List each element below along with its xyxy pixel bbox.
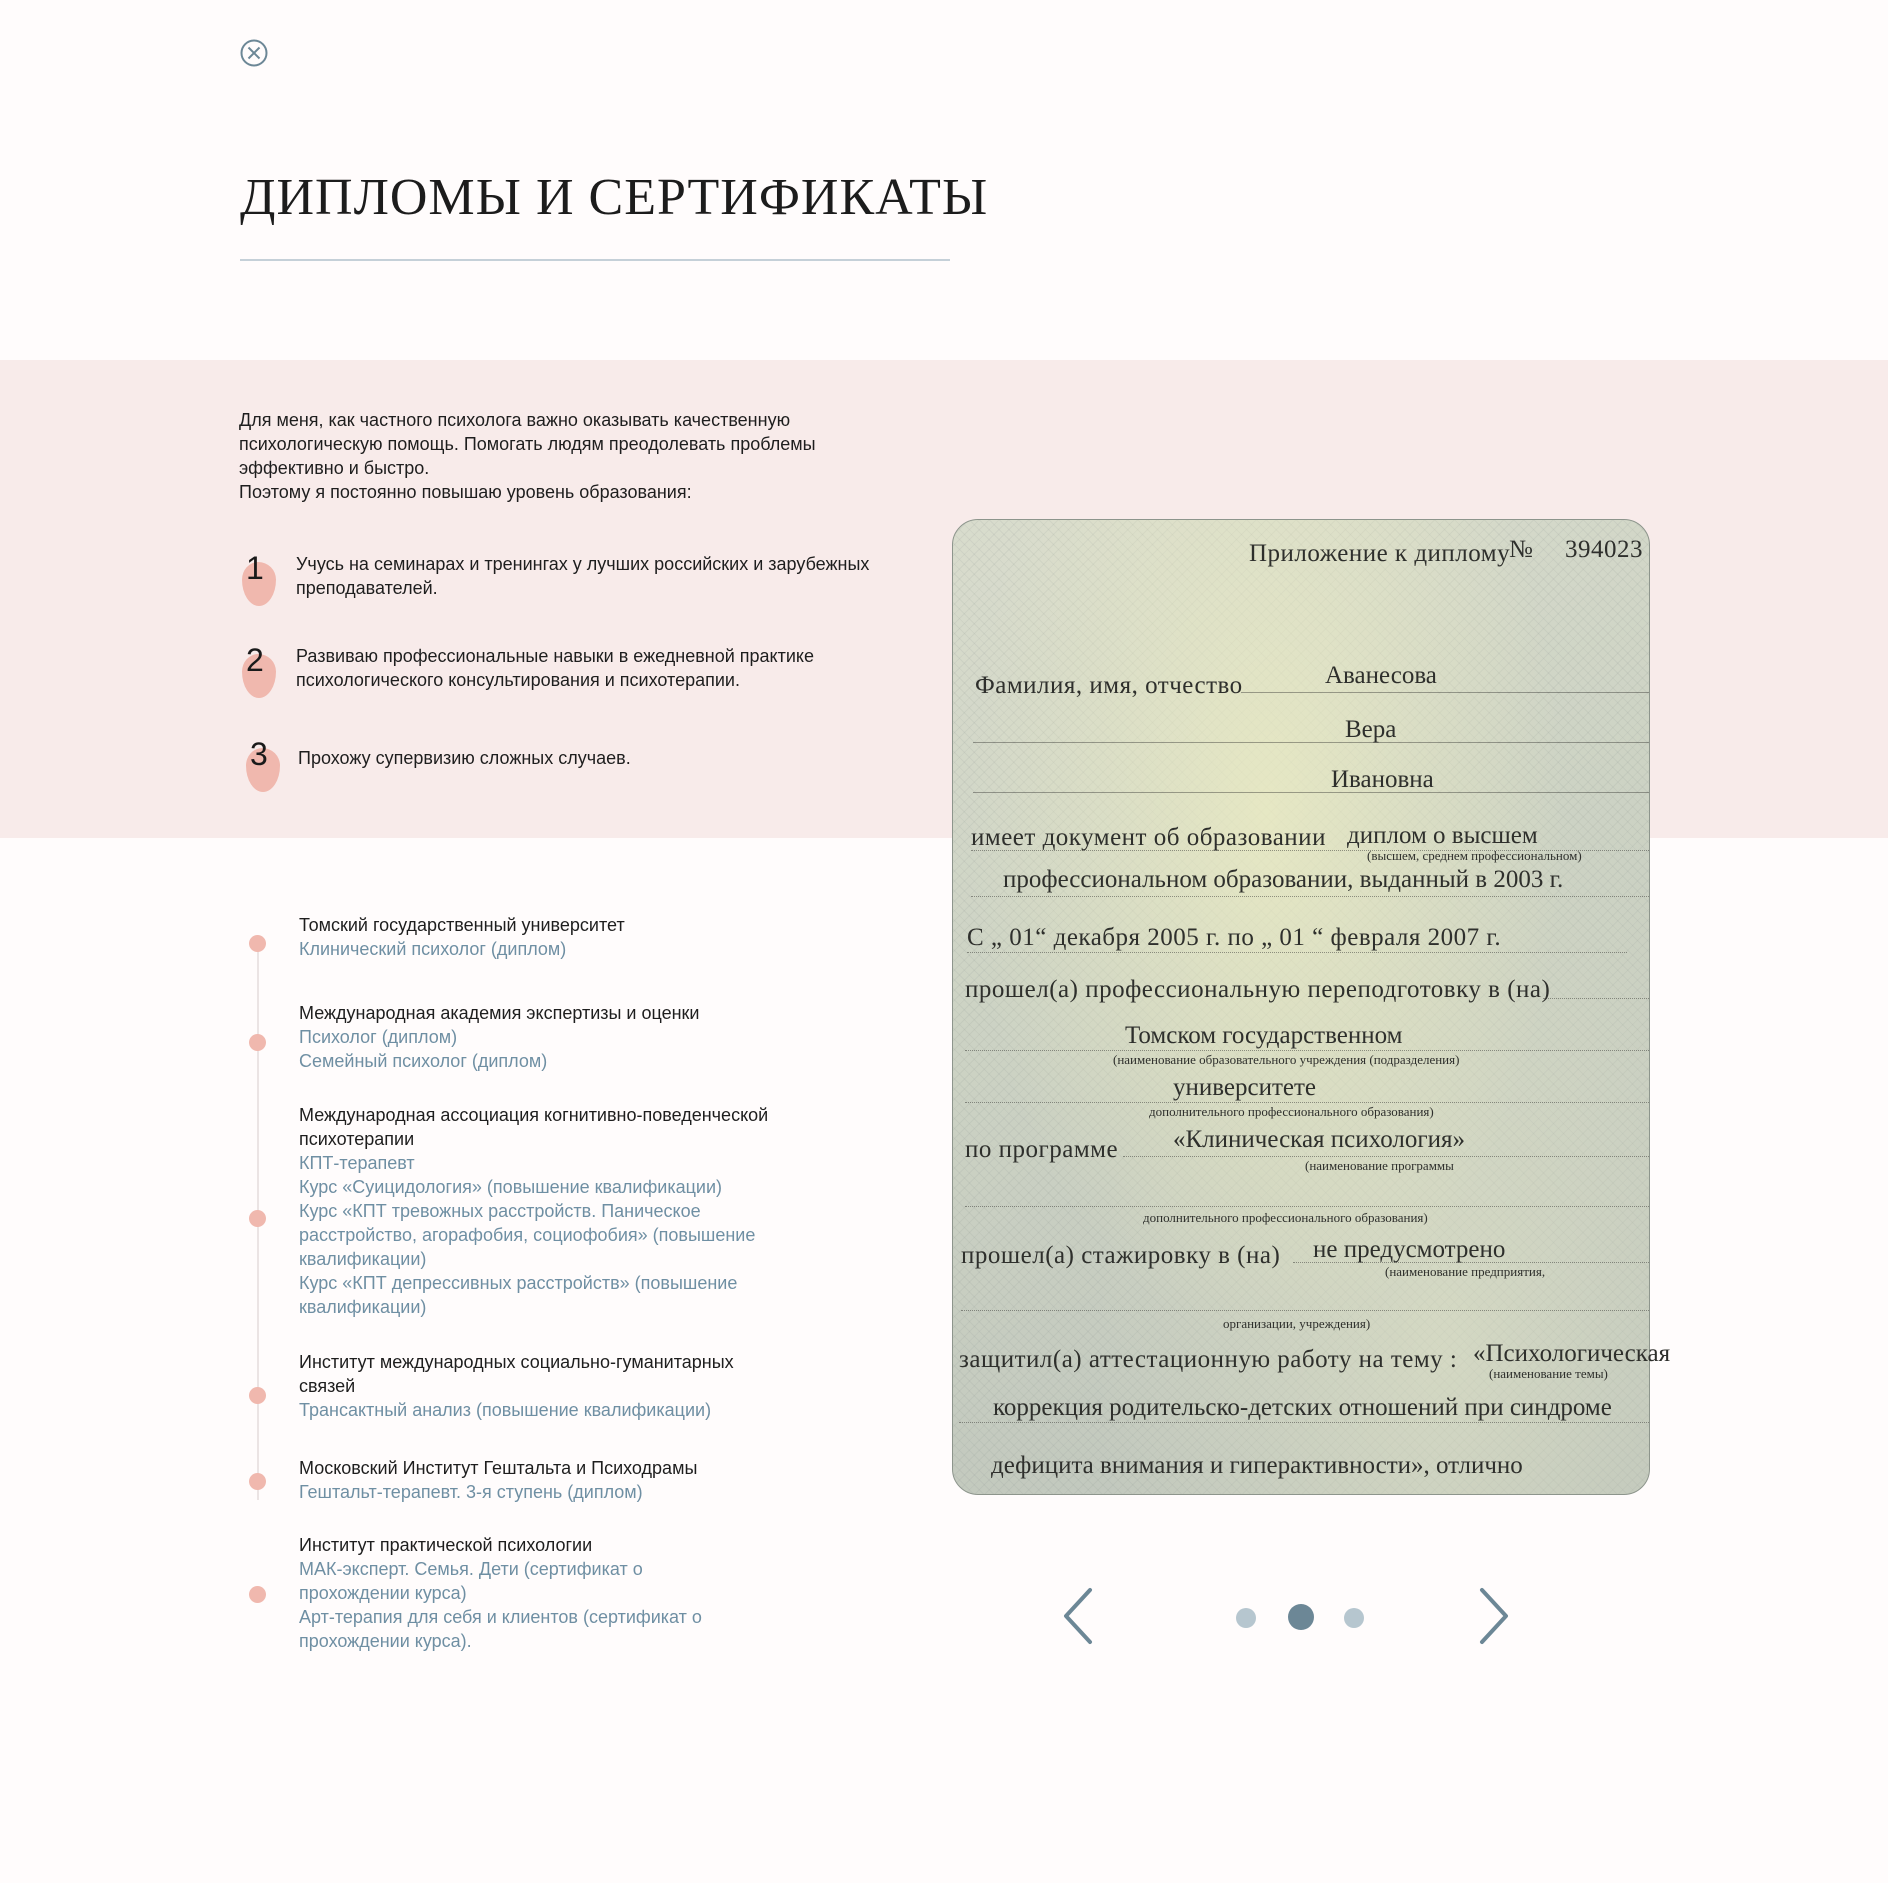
timeline-dot — [249, 1387, 266, 1404]
doc-period: С „ 01“ декабря 2005 г. по „ 01 “ февраля 2007 г. — [967, 924, 1502, 951]
doc-has-doc-label: имеет документ об образовании — [971, 824, 1326, 851]
doc-dotted-rule — [965, 1102, 1649, 1103]
timeline-dot — [249, 935, 266, 952]
timeline-body — [299, 1103, 769, 1319]
timeline-body — [299, 1456, 799, 1504]
doc-hint: дополнительного профессионального образования) — [1143, 1210, 1428, 1225]
timeline-dot — [249, 1210, 266, 1227]
institution-name: Международная академия экспертизы и оценки — [299, 1003, 700, 1023]
doc-dotted-rule — [971, 850, 1649, 851]
doc-thesis-value: «Психологическая — [1473, 1340, 1671, 1367]
slider-dot[interactable] — [1344, 1608, 1364, 1628]
step-number: 1 — [246, 550, 264, 586]
doc-rule — [973, 742, 1649, 743]
institution-name: Томский государственный университет — [299, 915, 625, 935]
step-number-badge — [240, 550, 284, 610]
doc-has-doc-value: диплом о высшем — [1347, 822, 1538, 849]
step-number-badge — [240, 736, 284, 796]
qualification: Трансактный анализ (повышение квалификации) — [299, 1400, 712, 1420]
timeline-dot — [249, 1473, 266, 1490]
qualification: МАК-эксперт. Семья. Дети (сертификат о прохождении курса) — [299, 1559, 643, 1603]
slider-dot-active[interactable] — [1288, 1604, 1314, 1630]
intro-paragraph: Для меня, как частного психолога важно оказывать качественную психологическую помощь. Помогать людям преодолевать проблемы эффективно и быстро. — [239, 410, 816, 478]
doc-fio-label: Фамилия, имя, отчество — [975, 672, 1243, 699]
qualification: Арт-терапия для себя и клиентов (сертификат о прохождении курса). — [299, 1607, 702, 1651]
doc-surname: Аванесова — [1325, 662, 1437, 689]
chevron-left-icon — [1060, 1586, 1100, 1646]
chevron-right-icon — [1472, 1586, 1512, 1646]
doc-has-doc-value2: профессиональном образовании, выданный в 2003 г. — [1003, 866, 1564, 893]
doc-institution1: Томском государственном — [1125, 1022, 1403, 1049]
doc-hint: (высшем, среднем профессиональном) — [1367, 848, 1582, 863]
doc-hint: (наименование образовательного учреждения (подразделения) — [1113, 1052, 1460, 1067]
step-text: Прохожу супервизию сложных случаев. — [298, 748, 631, 768]
close-circle-icon — [239, 38, 269, 68]
doc-hint: дополнительного профессионального образования) — [1149, 1104, 1434, 1119]
timeline-body — [299, 1001, 799, 1073]
doc-dotted-rule — [971, 896, 1649, 897]
timeline-body — [299, 1350, 779, 1422]
doc-institution2: университете — [1173, 1074, 1317, 1101]
doc-dotted-rule — [965, 1050, 1649, 1051]
qualification: Семейный психолог (диплом) — [299, 1051, 548, 1071]
qualification: Курс «Суицидология» (повышение квалификации) — [299, 1177, 723, 1197]
doc-internship-value: не предусмотрено — [1313, 1236, 1506, 1263]
institution-name: Международная ассоциация когнитивно-поведенческой психотерапии — [299, 1105, 769, 1149]
qualification: Психолог (диплом) — [299, 1027, 458, 1047]
doc-hint: (наименование программы — [1305, 1158, 1454, 1173]
institution-name: Московский Институт Гештальта и Психодрамы — [299, 1458, 698, 1478]
qualification: Курс «КПТ депрессивных расстройств» (повышение квалификации) — [299, 1273, 738, 1317]
step-item — [240, 642, 900, 702]
page-title: ДИПЛОМЫ И СЕРТИФИКАТЫ — [240, 169, 989, 226]
doc-name: Вера — [1345, 716, 1397, 743]
prev-slide-button[interactable] — [1060, 1586, 1100, 1646]
doc-dotted-rule — [1293, 1262, 1649, 1263]
qualification: Гештальт-терапевт. 3-я ступень (диплом) — [299, 1482, 643, 1502]
timeline-body — [299, 1533, 739, 1653]
institution-name: Институт международных социально-гуманитарных связей — [299, 1352, 734, 1396]
doc-program-value: «Клиническая психология» — [1173, 1126, 1465, 1153]
slider-dot[interactable] — [1236, 1608, 1256, 1628]
doc-thesis-label: защитил(а) аттестационную работу на тему : — [959, 1346, 1458, 1373]
doc-dotted-rule — [1123, 1156, 1649, 1157]
doc-thesis-value: дефицита внимания и гиперактивности», отлично — [991, 1452, 1523, 1479]
doc-thesis-value: коррекция родительско-детских отношений при синдроме — [993, 1394, 1612, 1421]
step-number: 3 — [250, 736, 268, 772]
step-text: Учусь на семинарах и тренингах у лучших российских и зарубежных преподавателей. — [296, 554, 870, 598]
diploma-image[interactable] — [952, 519, 1671, 1495]
qualification: КПТ-терапевт — [299, 1153, 415, 1173]
doc-dotted-rule — [967, 952, 1627, 953]
step-text: Развиваю профессиональные навыки в ежедневной практике психологического консультирования и психотерапии. — [296, 646, 815, 690]
doc-internship-label: прошел(а) стажировку в (на) — [961, 1242, 1281, 1269]
step-number-badge — [240, 642, 284, 702]
intro-text — [239, 408, 879, 504]
doc-program-label: по программе — [965, 1136, 1119, 1163]
doc-dotted-rule — [959, 1422, 1649, 1423]
slider-navigation — [1060, 1586, 1520, 1646]
qualification: Клинический психолог (диплом) — [299, 939, 567, 959]
intro-paragraph: Поэтому я постоянно повышаю уровень образования: — [239, 482, 692, 502]
doc-hint: организации, учреждения) — [1223, 1316, 1371, 1331]
doc-number-sign: № — [1509, 536, 1534, 563]
doc-hint: (наименование предприятия, — [1385, 1264, 1546, 1279]
close-button[interactable] — [239, 38, 269, 68]
doc-header: Приложение к диплому — [1249, 540, 1511, 567]
next-slide-button[interactable] — [1472, 1586, 1512, 1646]
title-divider — [240, 259, 950, 261]
doc-retrain-label: прошел(а) профессиональную переподготовку в (на) — [965, 976, 1551, 1003]
timeline-dot — [249, 1034, 266, 1051]
step-number: 2 — [246, 642, 264, 678]
doc-dotted-rule — [1543, 998, 1649, 999]
step-item — [240, 736, 900, 796]
doc-hint: (наименование темы) — [1489, 1366, 1608, 1381]
doc-rule — [973, 792, 1649, 793]
doc-patronymic: Ивановна — [1331, 766, 1434, 793]
timeline-body — [299, 913, 799, 961]
doc-rule — [1241, 692, 1649, 693]
institution-name: Институт практической психологии — [299, 1535, 593, 1555]
doc-number: 394023 — [1565, 536, 1643, 563]
qualification: Курс «КПТ тревожных расстройств. Паническое расстройство, агорафобия, социофобия» (повышение квалификации) — [299, 1201, 756, 1269]
step-item — [240, 550, 900, 610]
timeline-dot — [249, 1586, 266, 1603]
doc-dotted-rule — [965, 1206, 1649, 1207]
doc-dotted-rule — [961, 1310, 1649, 1311]
